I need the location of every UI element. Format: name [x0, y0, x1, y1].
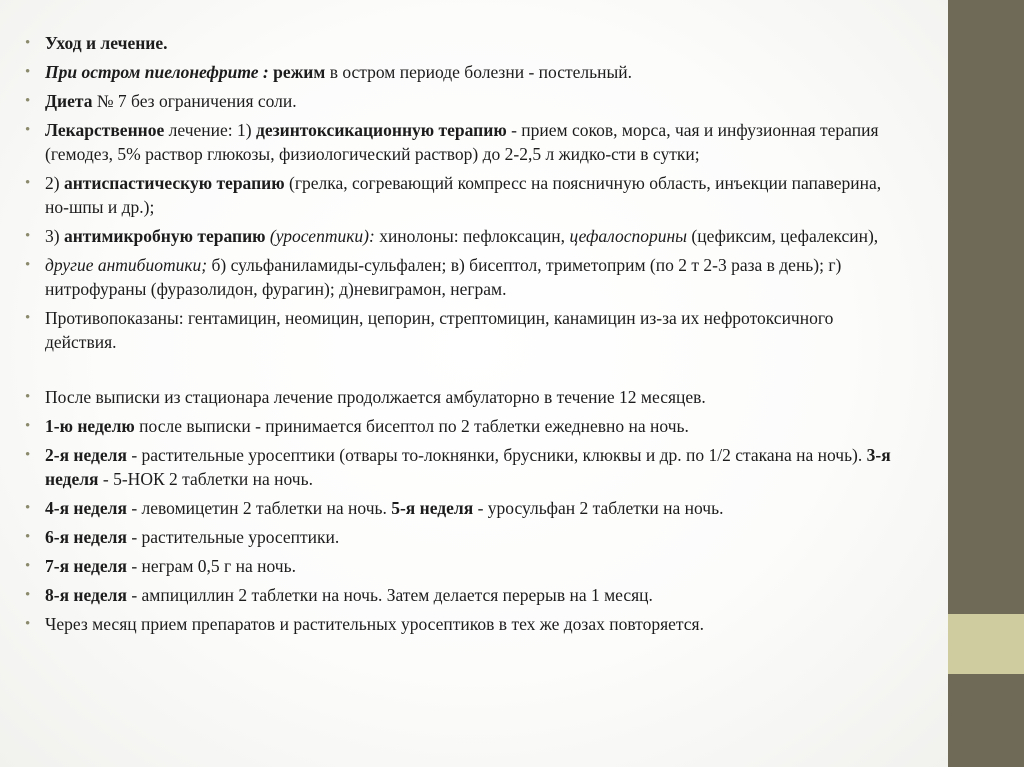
bullet-care-heading	[25, 31, 905, 55]
text-segment: хинолоны: пефлоксацин,	[374, 226, 570, 246]
bullet-repeat	[25, 612, 905, 636]
text-segment: 3-я неделя	[45, 445, 891, 489]
text-segment: - прием соков, морса, чая и инфузионная терапия (гемодез, 5% раствор глюкозы, физиологический раствор) до 2-2,5 л жидко-сти в сутки;	[45, 120, 879, 164]
text-segment: - левомицетин 2 таблетки на ночь.	[126, 498, 392, 518]
bullet-antimicrobial	[25, 224, 905, 248]
text-segment: в остром периоде болезни - постельный.	[325, 62, 632, 82]
text-segment: 3)	[45, 226, 64, 246]
text-segment: антимикробную терапию	[63, 226, 266, 246]
bullet-week-1	[25, 414, 905, 438]
text-segment: 1-ю неделю	[45, 416, 135, 436]
text-segment: - растительные уросептики.	[126, 527, 340, 547]
text-segment: - уросульфан 2 таблетки на ночь.	[473, 498, 724, 518]
text-segment: Диета	[45, 91, 93, 111]
text-segment	[45, 62, 273, 82]
text-segment: 2)	[45, 173, 64, 193]
text-segment: - 5-НОК 2 таблетки на ночь.	[98, 469, 313, 489]
text-segment: 6-я неделя	[45, 527, 127, 547]
text-segment: (уросептики):	[269, 226, 375, 246]
text-segment: режим	[273, 62, 326, 82]
text-segment: лечение: 1)	[164, 120, 256, 140]
bullet-week-4-5	[25, 496, 905, 520]
bullet-other-antibiotics	[25, 253, 905, 301]
text-segment: После выписки из стационара лечение продолжается амбулаторно в течение 12 месяцев.	[45, 387, 706, 407]
sidebar-bottom-band	[948, 674, 1024, 767]
text-segment: Лекарственное	[45, 120, 165, 140]
text-segment: При остром пиелонефрите :	[45, 62, 274, 82]
bullet-week-6	[25, 525, 905, 549]
text-segment: 8-я неделя	[45, 585, 127, 605]
text-segment: (цефиксим, цефалексин),	[687, 226, 879, 246]
bullet-antispastic	[25, 171, 905, 219]
text-segment: - ампициллин 2 таблетки на ночь. Затем делается перерыв на 1 месяц.	[126, 585, 653, 605]
text-segment: 5-я неделя	[391, 498, 474, 518]
sidebar-top-band	[948, 0, 1024, 614]
text-segment: цефалоспорины	[569, 226, 688, 246]
bullet-week-2-3	[25, 443, 905, 491]
text-segment: Через месяц прием препаратов и растительных уросептиков в тех же дозах повторяется.	[45, 614, 704, 634]
text-segment: - неграм 0,5 г на ночь.	[126, 556, 296, 576]
bullet-regime	[25, 60, 905, 84]
text-segment: - растительные уросептики (отвары то-локнянки, брусники, клюквы и др. по 1/2 стакана на ночь).	[126, 445, 867, 465]
text-segment: б) сульфаниламиды-сульфален; в) бисептол, триметоприм (по 2 т 2-3 раза в день); г) нитрофураны (фуразолидон, фурагин); д)невиграмон, неграм.	[45, 255, 842, 299]
text-segment: Противопоказаны: гентамицин, неомицин, цепорин, стрептомицин, канамицин из-за их нефротоксичного действия.	[45, 308, 834, 352]
text-segment: 4-я неделя	[45, 498, 127, 518]
text-segment: после выписки - принимается бисептол по 2 таблетки ежедневно на ночь.	[134, 416, 689, 436]
text-segment: 2-я неделя	[45, 445, 127, 465]
bullet-week-7	[25, 554, 905, 578]
bullet-week-8	[25, 583, 905, 607]
sidebar-accent-band	[948, 614, 1024, 674]
text-segment: (грелка, согревающий компресс на поясничную область, инъекции папаверина, но-шпы и др.);	[45, 173, 882, 217]
text-segment: антиспастическую терапию	[63, 173, 285, 193]
bullet-drug-therapy	[25, 118, 905, 166]
text-segment: 7-я неделя	[45, 556, 127, 576]
text-segment: другие антибиотики;	[45, 255, 208, 275]
bullet-diet	[25, 89, 905, 113]
text-segment: дезинтоксикационную терапию	[255, 120, 507, 140]
text-segment: Уход и лечение.	[45, 33, 168, 53]
text-segment: № 7 без ограничения соли.	[92, 91, 297, 111]
bullet-contraindications	[25, 306, 905, 354]
bullet-list	[25, 31, 905, 641]
bullet-after-discharge	[25, 385, 905, 409]
